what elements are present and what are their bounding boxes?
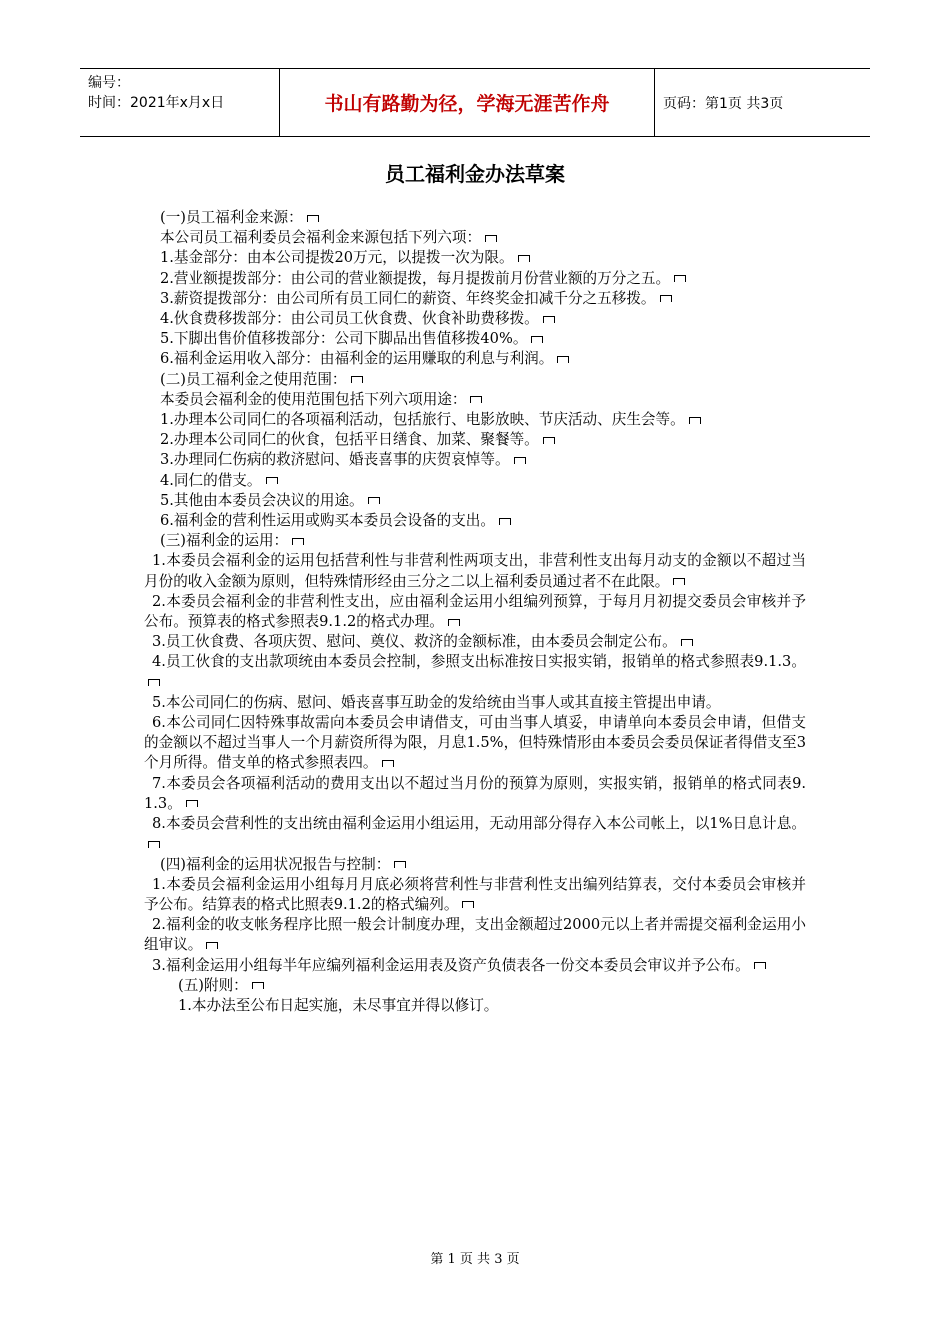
paragraph: 8.本委员会营利性的支出统由福利金运用小组运用，无动用部分得存入本公司帐上，以1%日息计息。	[144, 814, 806, 854]
paragraph: 6.福利金运用收入部分：由福利金的运用赚取的利息与利润。	[144, 349, 806, 369]
paragraph: 3.办理同仁伤病的救济慰问、婚丧喜事的庆贺哀悼等。	[144, 450, 806, 470]
paragraph-mark-icon	[351, 376, 363, 383]
paragraph-mark-icon	[674, 275, 686, 282]
paragraph-mark-icon	[514, 457, 526, 464]
paragraph: 3.薪资提拨部分：由公司所有员工同仁的薪资、年终奖金扣减千分之五移拨。	[144, 289, 806, 309]
page-footer: 第 1 页 共 3 页	[430, 1252, 520, 1267]
paragraph-mark-icon	[462, 901, 474, 908]
paragraph-mark-icon	[485, 235, 497, 242]
paragraph: 1.本办法至公布日起实施，未尽事宜并得以修订。	[178, 996, 499, 1014]
paragraph: 6.本公司同仁因特殊事故需向本委员会申请借支，可由当事人填妥，申请单向本委员会申请，但借支的金额以不超过当事人一个月薪资所得为限，月息1.5%，但特殊情形由本委员会委员保证者得借支至3个月所得。借支单的格式参照表四。	[144, 714, 806, 772]
paragraph: 6.福利金的营利性运用或购买本委员会设备的支出。	[144, 511, 806, 531]
paragraph-mark-icon	[266, 477, 278, 484]
paragraph-mark-icon	[543, 437, 555, 444]
paragraph: 1.基金部分：由本公司提拨20万元，以提拨一次为限。	[144, 248, 806, 268]
paragraph: 3.福利金运用小组每半年应编列福利金运用表及资产负债表各一份交本委员会审议并予公布。	[144, 956, 806, 976]
paragraph-mark-icon	[557, 356, 569, 363]
paragraph: 本公司员工福利委员会福利金来源包括下列六项：	[144, 228, 806, 248]
paragraph: (二)员工福利金之使用范围：	[144, 370, 806, 390]
paragraph-mark-icon	[543, 316, 555, 323]
paragraph: 5.下脚出售价值移拨部分：公司下脚品出售值移拨40%。	[144, 329, 806, 349]
paragraph-mark-icon	[518, 255, 530, 262]
paragraph-mark-icon	[206, 942, 218, 949]
paragraph: 2.营业额提拨部分：由公司的营业额提拨，每月提拨前月份营业额的万分之五。	[144, 269, 806, 289]
paragraph: 1.本委员会福利金的运用包括营利性与非营利性两项支出，非营利性支出每月动支的金额以不超过当月份的收入金额为原则，但特殊情形经由三分之二以上福利委员通过者不在此限。	[144, 552, 806, 590]
paragraph-mark-icon	[448, 619, 460, 626]
paragraph: 4.伙食费移拨部分：由公司员工伙食费、伙食补助费移拨。	[144, 309, 806, 329]
document-title: 员工福利金办法草案	[385, 162, 565, 186]
paragraph-mark-icon	[660, 295, 672, 302]
paragraph: 1.办理本公司同仁的各项福利活动，包括旅行、电影放映、节庆活动、庆生会等。	[144, 410, 806, 430]
paragraph-mark-icon	[382, 760, 394, 767]
paragraph: 2.办理本公司同仁的伙食，包括平日缮食、加菜、聚餐等。	[144, 430, 806, 450]
paragraph: (四)福利金的运用状况报告与控制：	[144, 855, 806, 875]
paragraph: 4.同仁的借支。	[144, 471, 806, 491]
number-label: 编号：	[88, 75, 130, 91]
paragraph: (五)附则：	[144, 976, 806, 996]
paragraph: 5.其他由本委员会决议的用途。	[144, 491, 806, 511]
paragraph: 4.员工伙食的支出款项统由本委员会控制，参照支出标准按日实报实销，报销单的格式参照表9.1.3。	[144, 652, 806, 692]
paragraph: 1.本委员会福利金运用小组每月月底必须将营利性与非营利性支出编列结算表，交付本委员会审核并予公布。结算表的格式比照表9.1.2的格式编列。	[144, 875, 806, 913]
header-motto: 书山有路勤为径，学海无涯苦作舟	[280, 69, 655, 136]
paragraph-mark-icon	[394, 861, 406, 868]
paragraph-mark-icon	[148, 841, 160, 848]
paragraph: (三)福利金的运用：	[144, 531, 806, 551]
paragraph: 本委员会福利金的使用范围包括下列六项用途：	[144, 390, 806, 410]
paragraph-mark-icon	[292, 538, 304, 545]
paragraph-mark-icon	[499, 518, 511, 525]
paragraph-mark-icon	[252, 982, 264, 989]
paragraph-mark-icon	[754, 962, 766, 969]
paragraph: 2.本委员会福利金的非营利性支出，应由福利金运用小组编列预算，于每月月初提交委员会审核并予公布。预算表的格式参照表9.1.2的格式办理。	[144, 592, 806, 631]
time-label: 时间：2021年x月x日	[88, 95, 225, 111]
paragraph-mark-icon	[681, 639, 693, 646]
paragraph-mark-icon	[307, 215, 319, 222]
paragraph: 3.员工伙食费、各项庆贺、慰问、奠仪、救济的金额标准，由本委员会制定公布。	[144, 632, 806, 652]
paragraph-mark-icon	[689, 417, 701, 424]
paragraph: 7.本委员会各项福利活动的费用支出以不超过当月份的预算为原则，实报实销，报销单的格式同表9.1.3。	[144, 774, 806, 812]
header-table	[80, 68, 870, 137]
paragraph-mark-icon	[148, 679, 160, 686]
header-meta	[80, 69, 280, 136]
paragraph-mark-icon	[186, 800, 198, 807]
paragraph-mark-icon	[531, 336, 543, 343]
document-body	[144, 208, 806, 1016]
paragraph-mark-icon	[673, 578, 685, 585]
paragraph: (一)员工福利金来源：	[144, 208, 806, 228]
paragraph-mark-icon	[470, 396, 482, 403]
header-page-label: 页码：第1页 共3页	[663, 95, 784, 112]
paragraph: 2.福利金的收支帐务程序比照一般会计制度办理，支出金额超过2000元以上者并需提交福利金运用小组审议。	[144, 916, 806, 954]
paragraph: 5.本公司同仁的伤病、慰问、婚丧喜事互助金的发给统由当事人或其直接主管提出申请。	[152, 693, 721, 711]
paragraph-mark-icon	[368, 497, 380, 504]
